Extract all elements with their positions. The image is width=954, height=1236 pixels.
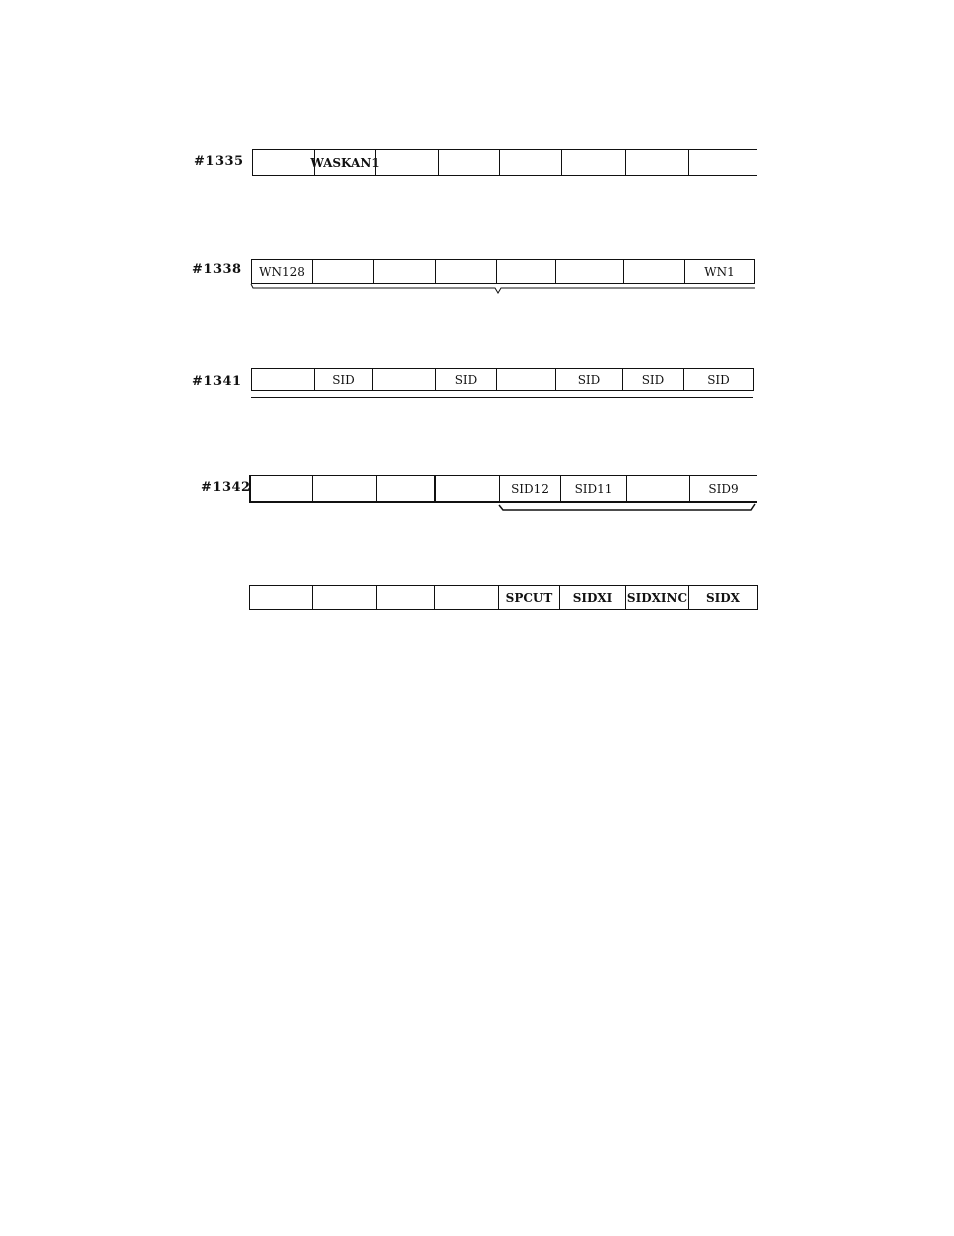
sidx-row-bit1: SIDXINC — [626, 586, 689, 609]
param-1341-bit5 — [373, 369, 436, 390]
param-1335-bit-row — [252, 149, 757, 176]
param-1335-bit3 — [500, 150, 562, 175]
sidx-row-bit0: SIDX — [706, 590, 740, 605]
param-1338-bit7: WN128 — [252, 260, 313, 283]
param-1342-brace — [499, 503, 757, 513]
param-1338-bit4 — [436, 260, 497, 283]
param-1341-bit6: SID — [315, 369, 373, 390]
param-1342-label: #1342 — [201, 480, 251, 495]
param-1338-bit5 — [374, 260, 436, 283]
param-1338-bit6 — [313, 260, 374, 283]
param-1342-bit0: SID9 — [708, 481, 739, 496]
param-1342-bit2: SID11 — [561, 476, 627, 501]
param-1335-label: #1335 — [194, 154, 244, 169]
sidx-row-bit2: SIDXI — [560, 586, 626, 609]
param-1341-bit1: SID — [623, 369, 684, 390]
sidx-row-bit6 — [313, 586, 377, 609]
sidx-row-bit3: SPCUT — [499, 586, 560, 609]
param-1335-bit5 — [376, 150, 439, 175]
sidx-row-bit4 — [435, 586, 499, 609]
param-1341-bit0: SID — [707, 372, 730, 387]
param-1335-bit6: WASKAN1 — [315, 150, 376, 175]
sidx-bit-row — [249, 585, 758, 610]
param-1341-bit3 — [497, 369, 556, 390]
param-1341-bit7 — [252, 369, 315, 390]
param-1338-label: #1338 — [192, 262, 242, 277]
param-1335-bit1 — [626, 150, 689, 175]
param-1338-bit1 — [624, 260, 685, 283]
param-1335-bit4 — [439, 150, 500, 175]
param-1341-bit2: SID — [556, 369, 623, 390]
param-1342-bit4 — [436, 476, 500, 501]
param-1338-bit3 — [497, 260, 556, 283]
param-1342-bit7 — [251, 476, 313, 501]
param-1341-underline — [251, 397, 753, 398]
param-1338-bit0: WN1 — [704, 264, 735, 279]
param-1335-bit2 — [562, 150, 626, 175]
param-1341-bit-row — [251, 368, 754, 391]
sidx-row-bit7 — [250, 586, 313, 609]
param-1342-bit1 — [627, 476, 690, 501]
param-1342-bit5 — [377, 476, 436, 501]
param-1338-bit-row — [251, 259, 755, 284]
param-1341-bit4: SID — [436, 369, 497, 390]
param-1342-bit-row — [249, 475, 757, 503]
param-1335-bit0 — [689, 150, 757, 175]
param-1342-bit6 — [313, 476, 377, 501]
param-1335-bit7 — [253, 150, 315, 175]
param-1341-label: #1341 — [192, 374, 242, 389]
param-1338-bit2 — [556, 260, 624, 283]
param-1342-bit3: SID12 — [500, 476, 561, 501]
sidx-row-bit5 — [377, 586, 435, 609]
param-1338-brace — [251, 284, 755, 296]
